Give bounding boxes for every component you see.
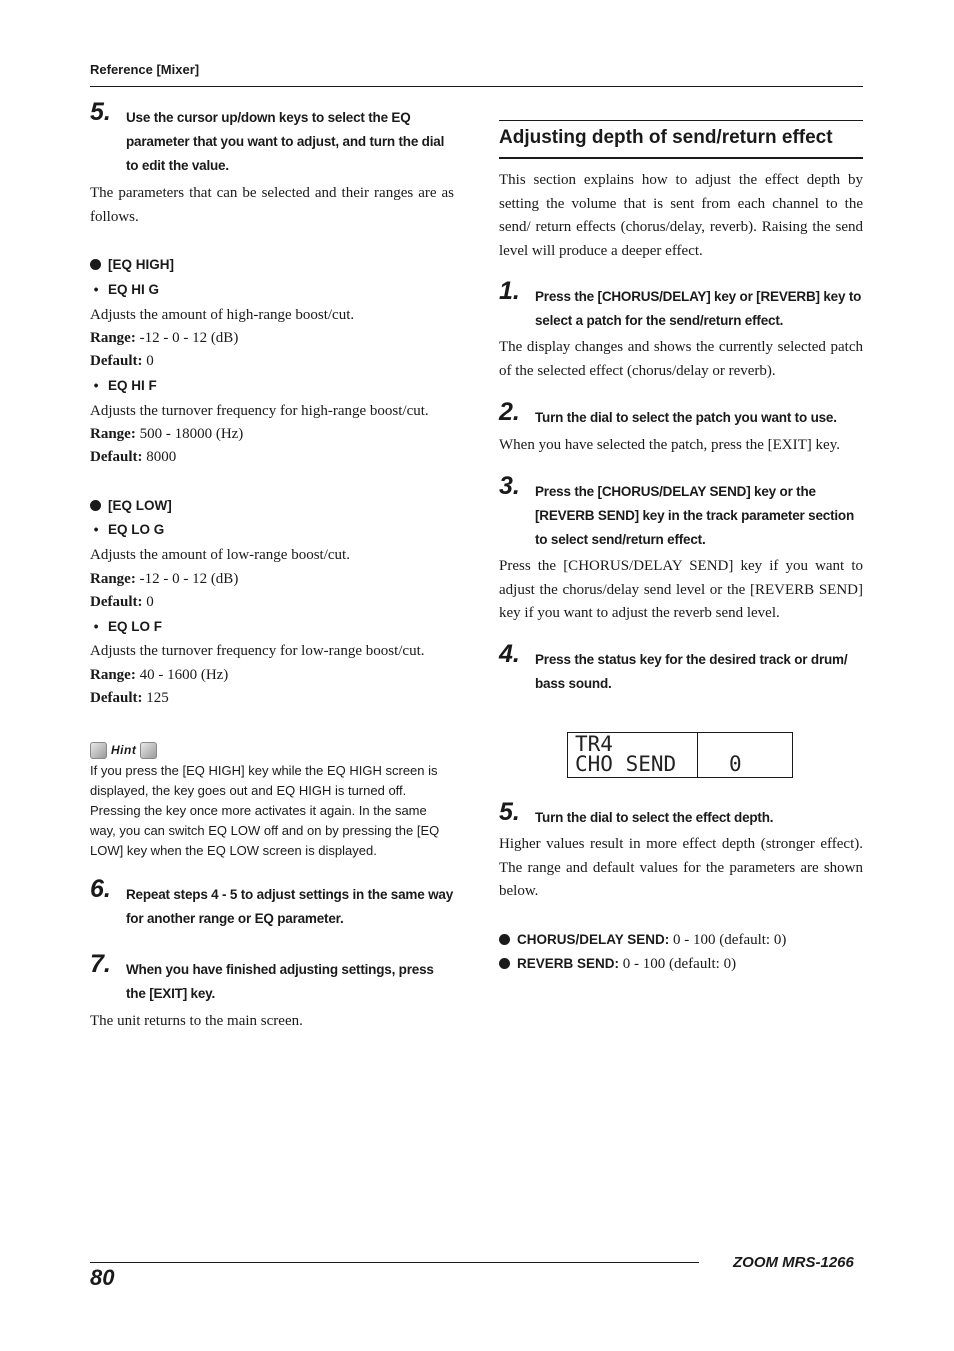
eq-hi-f-default: Default: 8000 — [90, 449, 177, 465]
hint-square-icon — [140, 742, 157, 759]
step-instruction: Repeat steps 4 - 5 to adjust settings in the same way for another range or EQ parameter. — [126, 887, 453, 926]
footer-rule — [90, 1262, 699, 1263]
step-3-body: Press the [CHORUS/DELAY SEND] key if you want to adjust the chorus/delay send level or the [REVERB SEND] key if you want to adjust the reverb send level. — [499, 558, 863, 621]
step-3 — [499, 472, 863, 552]
step-instruction: Use the cursor up/down keys to select the EQ parameter that you want to adjust, and turn the dial to edit the value. — [126, 110, 445, 173]
step-instruction: Press the [CHORUS/DELAY SEND] key or the [REVERB SEND] key in the track parameter section to select send/return effect. — [535, 484, 855, 547]
footer-brand: ZOOM MRS-1266 — [733, 1254, 854, 1271]
eq-lo-f-desc: Adjusts the turnover frequency for low-range boost/cut. — [90, 643, 425, 659]
step-1 — [499, 277, 863, 333]
eq-intro-text: The parameters that can be selected and their ranges are as follows. — [90, 185, 454, 225]
bullet-dot-icon — [499, 958, 510, 969]
section-title: Adjusting depth of send/return effect — [499, 127, 833, 148]
section-intro: This section explains how to adjust the effect depth by setting the volume that is sent from each channel to the send/ return effects (chorus/delay, reverb). Raising the send level will produce a deeper effect. — [499, 172, 863, 259]
eq-lo-f-default: Default: 125 — [90, 690, 169, 706]
eq-low-heading: [EQ LOW] — [90, 496, 172, 516]
eq-lo-g-default: Default: 0 — [90, 594, 154, 610]
lcd-parameter-label: CHO SEND — [575, 752, 677, 776]
step-number: 6. — [90, 875, 111, 903]
hint-square-icon — [90, 742, 107, 759]
header-rule — [90, 86, 863, 87]
step-number: 4. — [499, 640, 520, 668]
step-number: 1. — [499, 277, 520, 305]
step-instruction: Turn the dial to select the patch you want to use. — [535, 410, 837, 425]
step-number: 2. — [499, 398, 520, 426]
step-instruction: Turn the dial to select the effect depth. — [535, 810, 774, 825]
lcd-divider — [697, 733, 698, 777]
bullet-dot-icon — [499, 934, 510, 945]
eq-hi-f-desc: Adjusts the turnover frequency for high-range boost/cut. — [90, 403, 429, 419]
step-number: 7. — [90, 950, 111, 978]
eq-hi-g-default: Default: 0 — [90, 353, 154, 369]
lcd-value: 0 — [729, 752, 742, 776]
bullet-dot-icon — [90, 500, 101, 511]
step-5-eq — [90, 98, 454, 178]
eq-hi-g-heading: • EQ HI G — [90, 282, 160, 297]
eq-lo-g-heading: • EQ LO G — [90, 522, 165, 537]
hint-label: Hint — [90, 741, 157, 761]
step-5-body: Higher values result in more effect depth (stronger effect). The range and default values for the parameters are shown below. — [499, 836, 863, 899]
step-2 — [499, 398, 863, 430]
step-instruction: Press the [CHORUS/DELAY] key or [REVERB] key to select a patch for the send/return effect. — [535, 289, 862, 328]
eq-hi-f-heading: • EQ HI F — [90, 378, 157, 393]
step-5-depth — [499, 798, 863, 830]
param-chorus-delay-send: CHORUS/DELAY SEND: 0 - 100 (default: 0) — [499, 930, 786, 950]
eq-hi-f-range: Range: 500 - 18000 (Hz) — [90, 426, 244, 442]
step-7-body: The unit returns to the main screen. — [90, 1013, 303, 1029]
eq-hi-g-desc: Adjusts the amount of high-range boost/cut. — [90, 307, 355, 323]
bullet-dot-icon — [90, 259, 101, 270]
step-number: 3. — [499, 472, 520, 500]
param-reverb-send: REVERB SEND: 0 - 100 (default: 0) — [499, 954, 736, 974]
step-1-body: The display changes and shows the currently selected patch of the selected effect (chorus/delay or reverb). — [499, 339, 863, 379]
eq-lo-f-range: Range: 40 - 1600 (Hz) — [90, 667, 229, 683]
running-header: Reference [Mixer] — [90, 62, 200, 77]
eq-hi-g-range: Range: -12 - 0 - 12 (dB) — [90, 330, 239, 346]
step-4 — [499, 640, 863, 696]
lcd-track-label: TR4 — [575, 732, 613, 756]
eq-lo-g-desc: Adjusts the amount of low-range boost/cut. — [90, 547, 350, 563]
lcd-display — [567, 732, 793, 778]
eq-high-heading: [EQ HIGH] — [90, 255, 174, 275]
step-6 — [90, 875, 454, 931]
eq-lo-g-range: Range: -12 - 0 - 12 (dB) — [90, 571, 239, 587]
eq-lo-f-heading: • EQ LO F — [90, 619, 162, 634]
step-2-body: When you have selected the patch, press the [EXIT] key. — [499, 437, 840, 453]
step-instruction: Press the status key for the desired track or drum/ bass sound. — [535, 652, 848, 691]
page-number: 80 — [90, 1265, 115, 1290]
step-number: 5. — [90, 98, 111, 126]
section-rule-bottom — [499, 157, 863, 159]
step-7 — [90, 950, 454, 1006]
hint-text: If you press the [EQ HIGH] key while the EQ HIGH screen is displayed, the key goes out and EQ HIGH is turned off. Pressing the key once more activates it again. In the same way, you can switch EQ LOW off and on by pressing the [EQ LOW] key when the EQ LOW screen is displayed. — [90, 763, 440, 858]
step-number: 5. — [499, 798, 520, 826]
step-instruction: When you have finished adjusting settings, press the [EXIT] key. — [126, 962, 434, 1001]
section-rule-top — [499, 120, 863, 121]
